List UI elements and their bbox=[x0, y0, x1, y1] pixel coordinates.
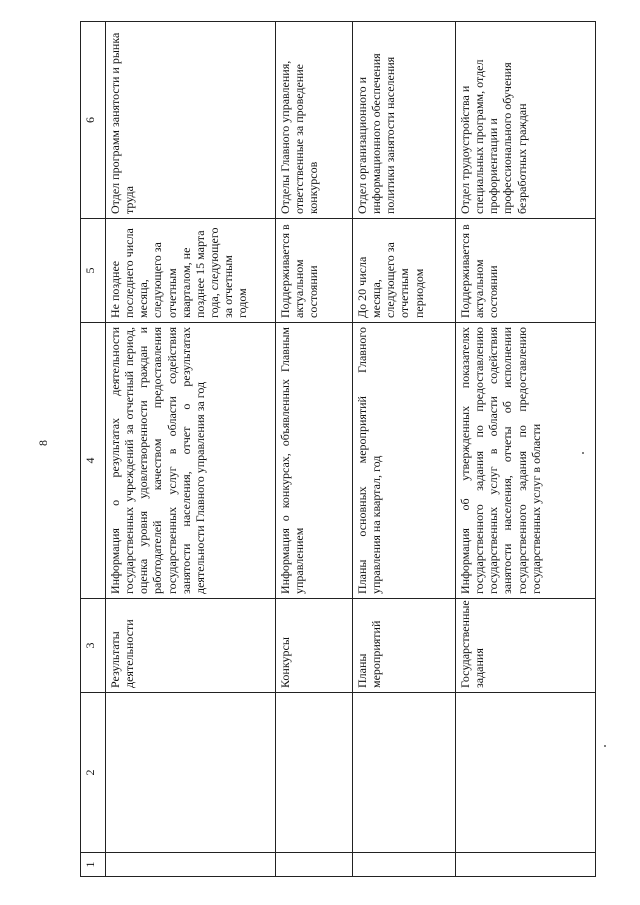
rotated-table-wrapper bbox=[80, 22, 595, 877]
responsible-cell: Отдел организационного и информационного обеспечения политики занятости населения bbox=[353, 22, 456, 219]
scan-speck bbox=[604, 745, 606, 747]
column-header: 1 bbox=[81, 853, 106, 877]
info-table bbox=[80, 21, 596, 877]
cell-empty bbox=[353, 693, 456, 853]
deadline-cell: Поддерживается в актуальном состоянии bbox=[456, 219, 596, 323]
section-cell: Конкурсы bbox=[276, 599, 353, 693]
cell-empty bbox=[106, 853, 276, 877]
info-cell: Информация об утвержденных показателях государственного задания по предоставлению государственных услуг в области содействия занятости населения, отчеты об исполнении государственного задания по предоставлению государственных услуг в области bbox=[456, 323, 596, 599]
table-row bbox=[276, 22, 353, 877]
table-row bbox=[106, 22, 276, 877]
deadline-cell: До 20 числа месяца, следующего за отчетным периодом bbox=[353, 219, 456, 323]
section-cell: Государственные задания bbox=[456, 599, 596, 693]
table-row bbox=[353, 22, 456, 877]
section-cell: Планы мероприятий bbox=[353, 599, 456, 693]
cell-empty bbox=[456, 853, 596, 877]
column-header: 5 bbox=[81, 219, 106, 323]
section-cell: Результаты деятельности bbox=[106, 599, 276, 693]
column-header: 4 bbox=[81, 323, 106, 599]
cell-empty bbox=[276, 853, 353, 877]
responsible-cell: Отдел программ занятости и рынка труда bbox=[106, 22, 276, 219]
page-number: 8 bbox=[36, 440, 50, 446]
cell-empty bbox=[276, 693, 353, 853]
cell-empty bbox=[353, 853, 456, 877]
table-row bbox=[456, 22, 596, 877]
info-cell: Информация о результатах деятельности государственных учреждений за отчетный период, оценка уровня удовлетворенности граждан и работодателей качеством предоставления государственных услуг в области содействия занятости населения, отчет о результатах деятельности Главного управления за год bbox=[106, 323, 276, 599]
cell-empty bbox=[106, 693, 276, 853]
header-row bbox=[81, 22, 106, 877]
cell-empty bbox=[456, 693, 596, 853]
deadline-cell: Не позднее последнего числа месяца, следующего за отчетным кварталом, не позднее 15 марта года, следующего за отчетным годом bbox=[106, 219, 276, 323]
deadline-cell: Поддерживается в актуальном состоянии bbox=[276, 219, 353, 323]
column-header: 2 bbox=[81, 693, 106, 853]
responsible-cell: Отделы Главного управления, ответственные за проведение конкурсов bbox=[276, 22, 353, 219]
column-header: 3 bbox=[81, 599, 106, 693]
responsible-cell: Отдел трудоустройства и специальных программ, отдел профориентации и профессионального обучения безработных граждан bbox=[456, 22, 596, 219]
info-cell: Планы основных мероприятий Главного управления на квартал, год bbox=[353, 323, 456, 599]
info-cell: Информация о конкурсах, объявленных Главным управлением bbox=[276, 323, 353, 599]
column-header: 6 bbox=[81, 22, 106, 219]
